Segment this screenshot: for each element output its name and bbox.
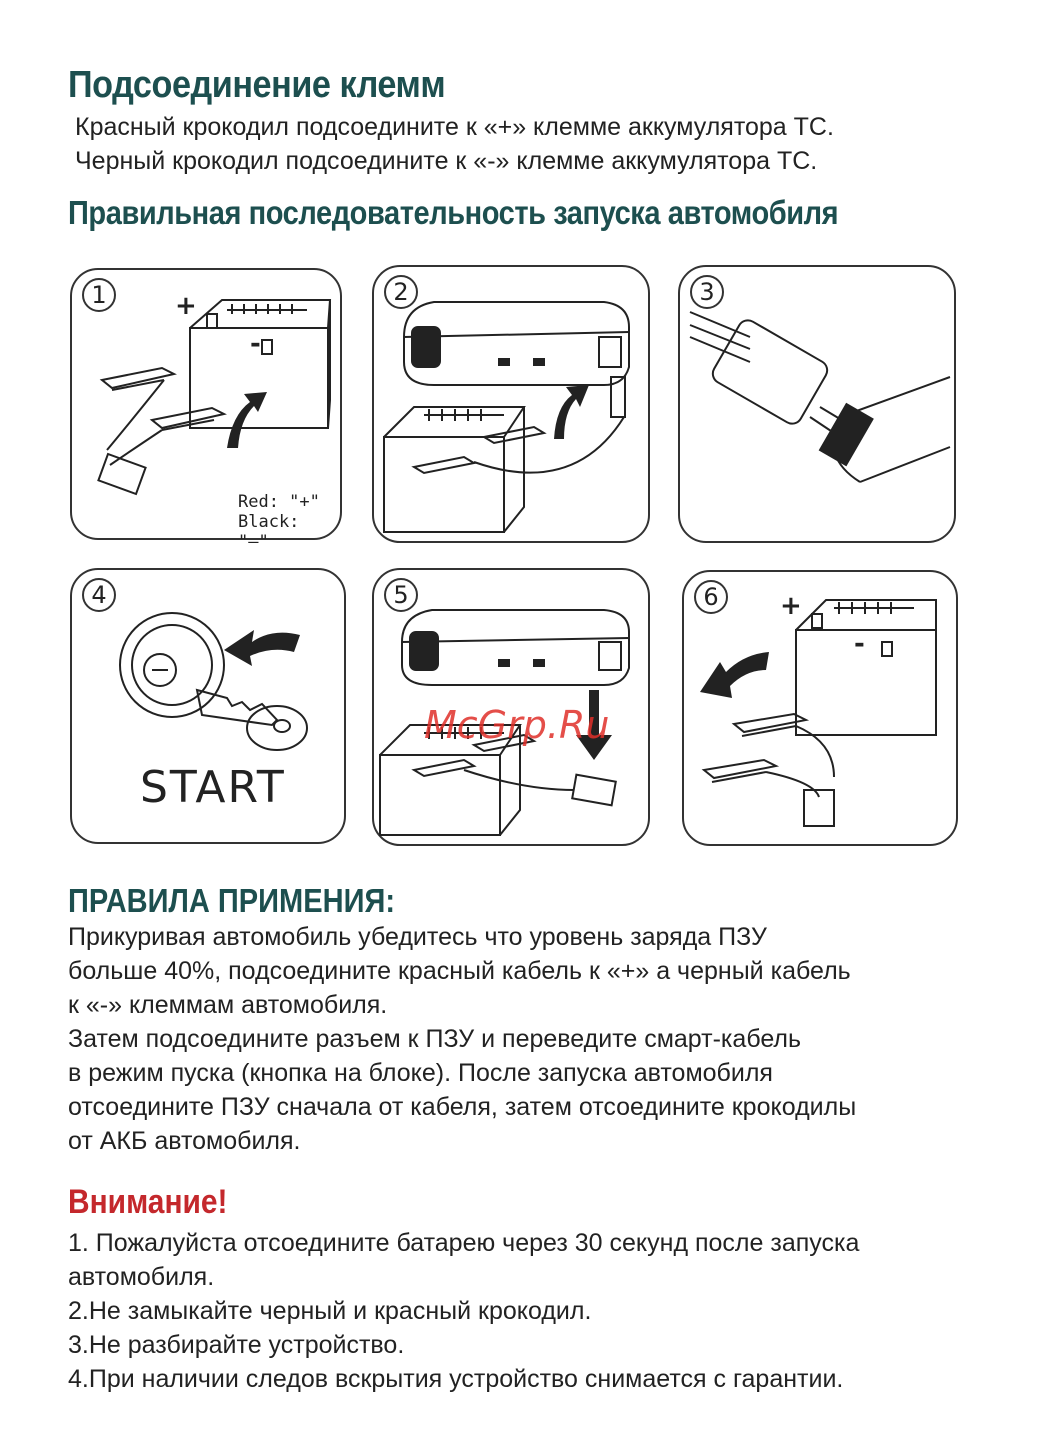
step-6-panel (682, 570, 958, 846)
rules-title: ПРАВИЛА ПРИМЕНИЯ: (68, 882, 395, 919)
plus-sign: + (175, 291, 197, 321)
warning-line: 1. Пожалуйста отсоедините батарею через 30 секунд после запуска (68, 1229, 860, 1257)
step-1-number: 1 (82, 278, 116, 312)
connect-line-red: Красный крокодил подсоедините к «+» клемме аккумулятора ТС. (75, 113, 834, 141)
rules-line: отсоедините ПЗУ сначала от кабеля, затем отсоедините крокодилы (68, 1093, 857, 1121)
connect-line-black: Черный крокодил подсоедините к «-» клемме аккумулятора ТС. (75, 147, 818, 175)
rules-line: Затем подсоедините разъем к ПЗУ и переведите смарт-кабель (68, 1025, 802, 1053)
smart-cable-illustration (680, 267, 954, 541)
step-6-number: 6 (694, 580, 728, 614)
arrow-left-icon (224, 630, 300, 666)
warning-line: 4.При наличии следов вскрытия устройство снимается с гарантии. (68, 1365, 844, 1393)
step-4-number: 4 (82, 578, 116, 612)
rules-line: Прикуривая автомобиль убедитесь что уровень заряда ПЗУ (68, 923, 767, 951)
step-5-number: 5 (384, 578, 418, 612)
step-1-panel (70, 268, 342, 552)
step-2-panel (372, 265, 650, 543)
rules-line: в режим пуска (кнопка на блоке). После запуска автомобиля (68, 1059, 773, 1087)
step-2-number: 2 (384, 275, 418, 309)
black-label: Black: "–" (238, 512, 300, 552)
watermark: McGrp.Ru (424, 703, 610, 747)
red-label: Red: "+" (238, 492, 320, 512)
plus-sign: + (780, 591, 802, 621)
minus-sign: - (250, 329, 261, 359)
page-title: Подсоединение клемм (68, 64, 446, 106)
warning-line: 3.Не разбирайте устройство. (68, 1331, 405, 1359)
arrow-up-icon (554, 385, 589, 439)
start-label: START (140, 762, 286, 813)
warning-title: Внимание! (68, 1183, 228, 1221)
warning-line: автомобиля. (68, 1263, 215, 1291)
arrow-up-icon (227, 392, 267, 448)
step-3-panel (678, 265, 956, 543)
minus-sign: - (854, 629, 865, 659)
step-4-panel (70, 568, 346, 844)
rules-line: больше 40%, подсоедините красный кабель к «+» а черный кабель (68, 957, 851, 985)
rules-line: от АКБ автомобиля. (68, 1127, 301, 1155)
rules-line: к «-» клеммам автомобиля. (68, 991, 388, 1019)
remove-clamps-illustration (684, 572, 956, 844)
sequence-title: Правильная последовательность запуска автомобиля (68, 194, 839, 231)
step-3-number: 3 (690, 275, 724, 309)
warning-line: 2.Не замыкайте черный и красный крокодил. (68, 1297, 592, 1325)
jump-starter-illustration (374, 267, 648, 541)
arrow-left-icon (700, 652, 769, 698)
